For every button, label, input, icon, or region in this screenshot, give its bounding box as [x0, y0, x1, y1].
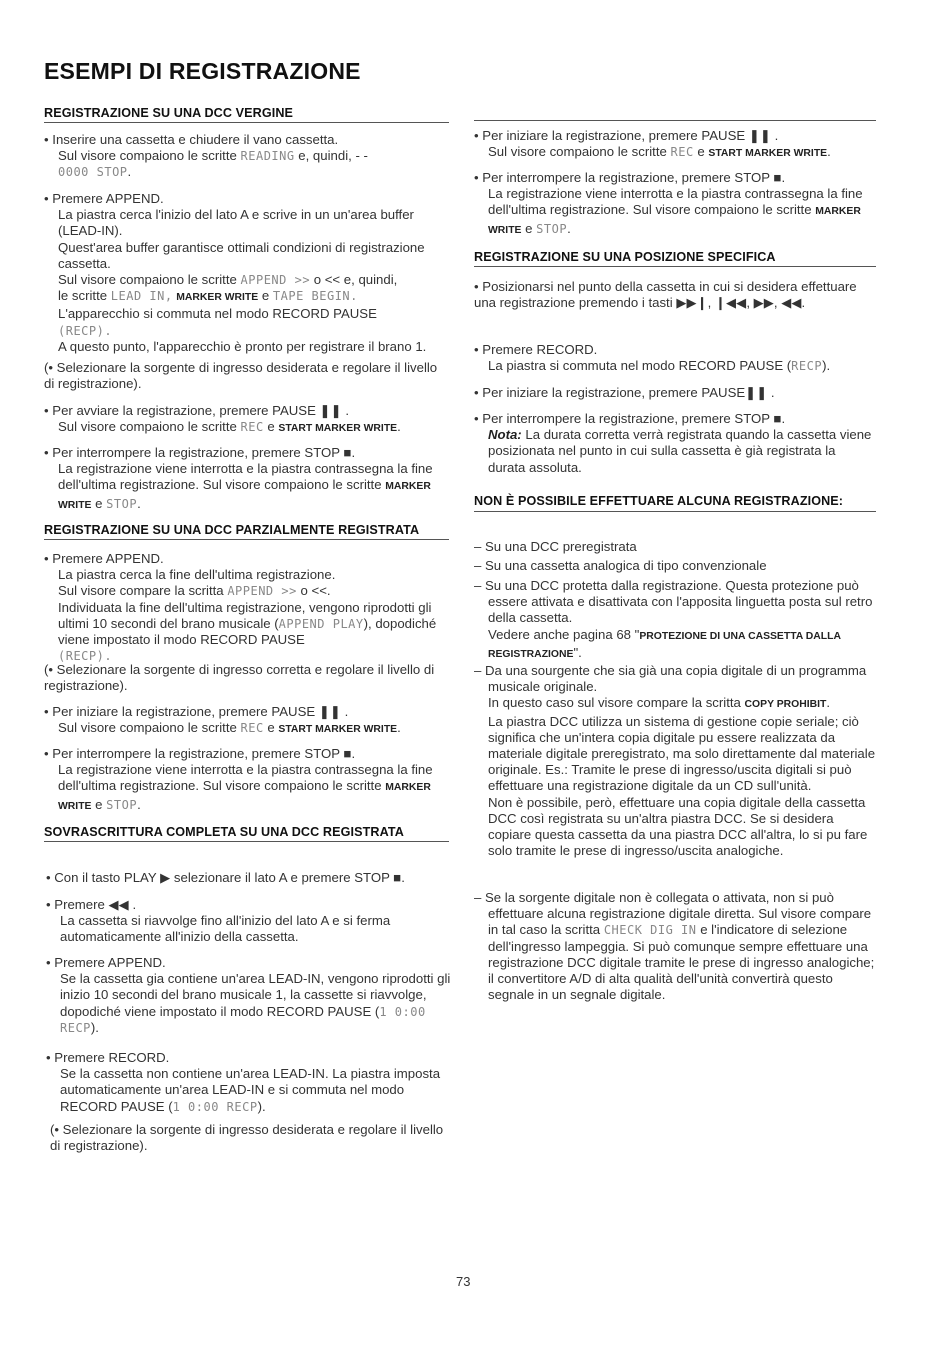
lcd-text: 1 0:00 RECP [172, 1099, 258, 1114]
dash-item-prerecorded: – Su una DCC preregistrata [474, 539, 637, 554]
step-text: Sul visore compaiono le scritte [488, 144, 667, 160]
step-text: Sul visore compaiono le scritte [58, 272, 237, 288]
step-text: Se la cassetta gia contiene un'area LEAD-IN, vengono riprodotti gli inizio 10 secondi del brano musicale 1, la cassette si riavvolge, dopodiché viene impostato il modo RECORD PAUSE ( [60, 971, 451, 1019]
step-text: • Per avviare la registrazione, premere PAUSE ❚❚ . [44, 403, 349, 418]
step-text: • Per iniziare la registrazione, premere PAUSE ❚❚ . [474, 128, 779, 143]
step-text: La registrazione viene interrotta e la piastra contrassegna la fine dell'ultima registrazione. Sul visore compaiono le scritte [58, 762, 433, 794]
step-text: . [137, 495, 141, 511]
display-message: START MARKER WRITE [278, 724, 398, 736]
step-start-recording-partial [44, 704, 449, 738]
step-text: Non è possibile, però, effettuare una copia digitale della cassetta DCC così registrata su un'altra piastra DCC. Se si desidera copiare questa cassetta da una piastra DCC all'altra, lo si pu fare solo tramite le prese di ingresso/uscita analogiche. [488, 794, 868, 859]
step-text: – Se la sorgente digitale non è collegata o attivata, non si può effettuare alcuna registrazione digitale diretta. Sul visore compare in tal caso la scritta [474, 890, 872, 938]
display-message: MARKER WRITE [176, 292, 259, 304]
step-text: La piastra cerca l'inizio del lato A e scrive in un un'area buffer (LEAD-IN). [58, 207, 414, 239]
step-text: • Inserire una cassetta e chiudere il vano cassetta. [44, 132, 339, 147]
lcd-text: REC [670, 145, 694, 160]
step-text: e l'indicatore di selezione dell'ingresso lampeggia. Si può comunque sempre effettuare una registrazione DCC digitale tramite le prese di ingresso analogiche; il convertitore A/D di alta qualità dell'unità convertirà questo segnale in un segnale digitale. [488, 922, 875, 1003]
step-append-overwrite [46, 955, 451, 1036]
display-message: MARKER WRITE [58, 782, 431, 812]
step-text: e, quindi, - - [298, 148, 368, 164]
step-text: ). [822, 358, 831, 374]
step-text: . [397, 720, 401, 736]
step-text: La registrazione viene interrotta e la piastra contrassegna la fine dell'ultima registrazione. Sul visore compaiono le scritte [488, 186, 863, 218]
display-message: START MARKER WRITE [278, 423, 398, 435]
note-label: Nota: [488, 427, 522, 443]
step-record-overwrite [46, 1050, 451, 1115]
display-message: MARKER WRITE [488, 206, 861, 236]
step-text: . [827, 144, 831, 160]
section-heading-partial-dcc: REGISTRAZIONE SU UNA DCC PARZIALMENTE REGISTRATA [44, 523, 449, 540]
display-message: START MARKER WRITE [708, 148, 828, 160]
lcd-text: CHECK DIG IN [603, 923, 697, 938]
step-text: La piastra si commuta nel modo RECORD PAUSE ( [488, 358, 792, 374]
step-text: La piastra DCC utilizza un sistema di gestione copie seriale; ciò significa che un'intera copia digitale pu essere realizzata da materiale digitale preregistrato, ma solo direttamente dal materiale originale. Es.: Tramite le prese di ingresso/uscita digitali si può effettuare una registrazione digitale da un CD sull'unità. [488, 713, 876, 794]
step-text: • Per interrompere la registrazione, premere STOP ■. [474, 411, 786, 426]
step-text: e [95, 796, 103, 812]
lcd-text: APPEND PLAY [278, 616, 364, 631]
step-text: A questo punto, l'apparecchio è pronto per registrare il brano 1. [58, 338, 427, 354]
page-title: ESEMPI DI REGISTRAZIONE [44, 58, 361, 84]
step-text: . [567, 220, 571, 236]
lcd-text: APPEND >> [227, 584, 297, 599]
step-text: – Da una sourgente che sia già una copia digitale di un programma musicale originale. [474, 663, 867, 695]
step-text: Vedere anche pagina 68 " [488, 626, 640, 642]
step-text: • Premere APPEND. [44, 191, 164, 206]
step-text: In questo caso sul visore compare la scritta [488, 695, 741, 711]
dash-item-digital-copy [474, 663, 876, 859]
step-text: La durata corretta verrà registrata quando la cassetta viene posizionata nel punto in cui sulla cassetta è già registrata la durata assoluta. [488, 427, 872, 475]
step-rewind [46, 897, 451, 946]
lcd-text: 0000 STOP [58, 165, 128, 180]
step-text: e [697, 144, 705, 160]
step-press-pause: • Per iniziare la registrazione, premere PAUSE❚❚ . [474, 385, 775, 400]
dash-item-analog: – Su una cassetta analogica di tipo convenzionale [474, 558, 767, 573]
step-text: ), dopodiché viene impostato il modo RECORD PAUSE [58, 615, 437, 648]
step-text: Sul visore compaiono le scritte [58, 148, 237, 164]
lcd-text: (RECP). [58, 323, 113, 338]
lcd-text: READING [240, 149, 295, 164]
lcd-text: STOP [106, 797, 138, 812]
step-text: • Premere APPEND. [44, 551, 164, 566]
step-text: La cassetta si riavvolge fino all'inizio del lato A e si ferma automaticamente all'inizio della cassetta. [60, 913, 391, 945]
step-text: • Per interrompere la registrazione, premere STOP ■. [44, 445, 356, 460]
lcd-text: STOP [106, 496, 138, 511]
step-text: e [267, 720, 275, 736]
step-text: • Per interrompere la registrazione, premere STOP ■. [44, 746, 356, 761]
dash-item-no-source [474, 890, 876, 1003]
step-append-partial [44, 551, 449, 664]
step-text: • Per iniziare la registrazione, premere PAUSE ❚❚ . [44, 704, 349, 719]
step-text: • Premere RECORD. [474, 342, 598, 357]
step-stop-recording [44, 445, 449, 514]
step-text: • Per interrompere la registrazione, premere STOP ■. [474, 170, 786, 185]
step-text: . [397, 419, 401, 435]
step-position-cassette: • Posizionarsi nel punto della cassetta in cui si desidera effettuare una registrazione premendo i tasti ▶▶❙, ❙◀◀, ▶▶, ◀◀. [474, 279, 857, 311]
step-start-recording [44, 403, 449, 437]
step-text: ). [90, 1019, 99, 1035]
step-text: • Premere RECORD. [46, 1050, 170, 1065]
section-heading-specific-position: REGISTRAZIONE SU UNA POSIZIONE SPECIFICA [474, 250, 876, 267]
lcd-text: LEAD IN, [110, 289, 173, 304]
note-select-source-overwrite: (• Selezionare la sorgente di ingresso desiderata e regolare il livello di registrazione). [50, 1122, 444, 1154]
lcd-text: RECP [791, 359, 823, 374]
step-text: Quest'area buffer garantisce ottimali condizioni di registrazione cassetta. [58, 239, 425, 271]
step-stop-recording-specific [474, 170, 876, 239]
step-text: o << e, quindi, [313, 272, 398, 288]
step-text: ). [257, 1098, 266, 1114]
step-text: . [137, 796, 141, 812]
lcd-text: TAPE BEGIN. [272, 289, 358, 304]
step-text: Sul visore compaiono le scritte [58, 419, 237, 435]
step-text: Individuata la fine dell'ultima registrazione, vengono riprodotti gli ultimi 10 secondi del brano musicale ( [58, 599, 432, 631]
step-text: o <<. [300, 583, 331, 599]
step-text: La registrazione viene interrotta e la piastra contrassegna la fine dell'ultima registrazione. Sul visore compaiono le scritte [58, 461, 433, 493]
lcd-text: REC [240, 721, 264, 736]
step-text: • Premere ◀◀ . [46, 897, 137, 912]
lcd-text: 1 0:00 RECP [60, 1004, 426, 1035]
page-number: 73 [456, 1274, 471, 1289]
step-start-recording-specific [474, 128, 876, 162]
step-insert-cassette [44, 132, 449, 181]
step-text: L'apparecchio si commuta nel modo RECORD PAUSE [58, 306, 377, 322]
top-rule [474, 120, 876, 121]
step-text: e [95, 495, 103, 511]
step-text: – Su una DCC protetta dalla registrazione. Questa protezione può essere attivata e disattivata con l'apposita linguetta posta sul retro della cassetta. [474, 578, 873, 626]
lcd-text: STOP [536, 221, 568, 236]
step-press-record [474, 342, 876, 374]
section-heading-no-recording: NON È POSSIBILE EFFETTUARE ALCUNA REGISTRAZIONE: [474, 493, 876, 512]
section-heading-virgin-dcc: REGISTRAZIONE SU UNA DCC VERGINE [44, 106, 449, 123]
step-text: Se la cassetta non contiene un'area LEAD-IN. La piastra imposta automaticamente un'area LEAD-IN e si commuta nel modo RECORD PAUSE ( [60, 1066, 441, 1114]
display-message: COPY PROHIBIT [744, 699, 827, 711]
step-stop-specific [474, 411, 876, 476]
step-text: e [525, 220, 533, 236]
step-text: La piastra cerca la fine dell'ultima registrazione. [58, 567, 336, 583]
step-append [44, 191, 449, 355]
step-text: le scritte [58, 288, 108, 304]
step-text: • Premere APPEND. [46, 955, 166, 970]
step-text: ". [573, 644, 582, 660]
step-text: . [826, 695, 831, 711]
cross-reference: PROTEZIONE DI UNA CASSETTA DALLA REGISTRAZIONE [488, 630, 841, 660]
step-text: e [267, 419, 275, 435]
step-text: Sul visore compaiono le scritte [58, 720, 237, 736]
dash-item-protected [474, 578, 876, 663]
step-text: Sul visore compare la scritta [58, 583, 224, 599]
display-message: MARKER WRITE [58, 481, 431, 511]
step-select-side-a: • Con il tasto PLAY ▶ selezionare il lato A e premere STOP ■. [46, 870, 405, 885]
step-text: e [261, 288, 270, 304]
step-stop-recording-partial [44, 746, 449, 815]
lcd-text: APPEND >> [240, 273, 311, 288]
lcd-text: REC [240, 420, 264, 435]
lcd-text: (RECP). [58, 649, 113, 664]
section-heading-overwrite: SOVRASCRITTURA COMPLETA SU UNA DCC REGISTRATA [44, 825, 449, 842]
step-text: . [127, 164, 132, 180]
note-select-source: (• Selezionare la sorgente di ingresso desiderata e regolare il livello di registrazione). [44, 360, 438, 392]
note-select-source-partial: (• Selezionare la sorgente di ingresso corretta e regolare il livello di registrazione). [44, 662, 435, 694]
